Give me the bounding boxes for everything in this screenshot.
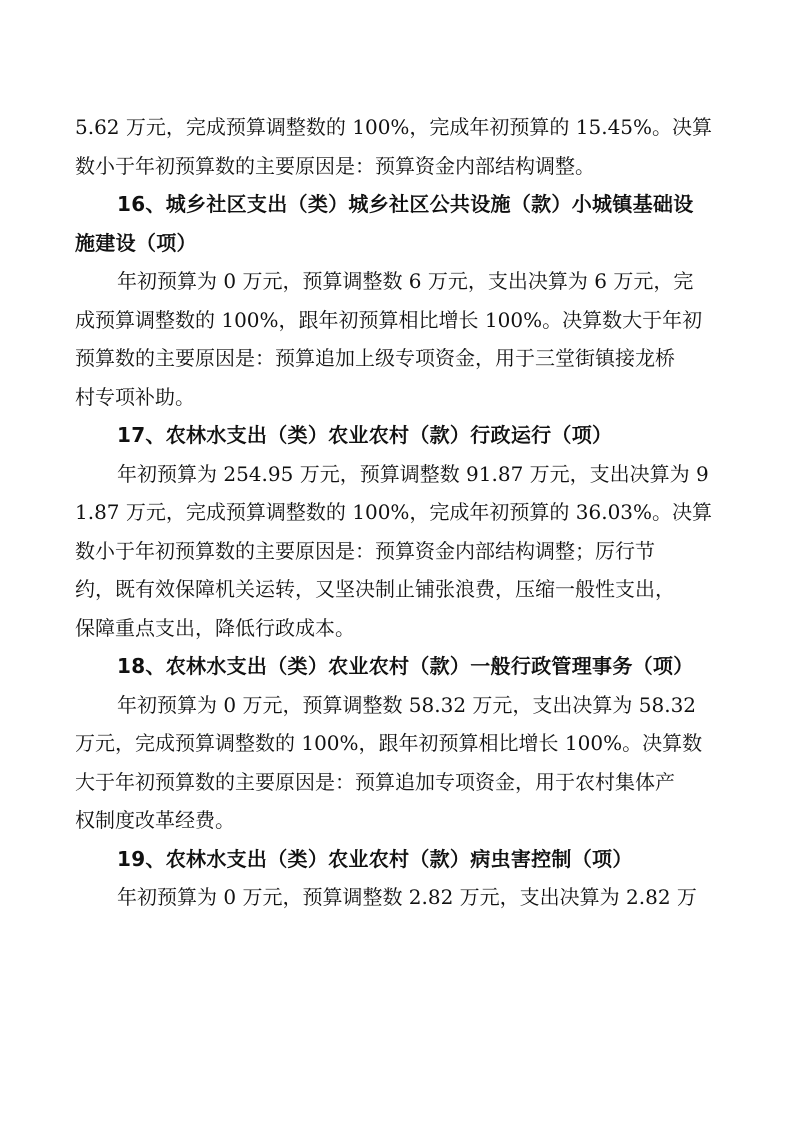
section-heading-16 bbox=[75, 185, 723, 262]
text-line: 预算数的主要原因是：预算追加上级专项资金，用于三堂街镇接龙桥 bbox=[75, 346, 675, 370]
heading-line: 施建设（项） bbox=[75, 230, 197, 255]
text-line: 大于年初预算数的主要原因是：预算追加专项资金，用于农村集体产 bbox=[75, 769, 675, 794]
text-line: 成预算调整数的 100%，跟年初预算相比增长 100%。决算数大于年初 bbox=[75, 307, 703, 332]
text-line: 万元，完成预算调整数的 100%，跟年初预算相比增长 100%。决算数 bbox=[75, 731, 703, 755]
text-line: 年初预算为 0 万元，预算调整数 6 万元，支出决算为 6 万元，完 bbox=[117, 269, 694, 293]
text-line: 数小于年初预算数的主要原因是：预算资金内部结构调整。 bbox=[75, 153, 595, 178]
text-line: 保障重点支出，降低行政成本。 bbox=[75, 615, 355, 640]
text-line: 约，既有效保障机关运转，又坚决制止铺张浪费，压缩一般性支出， bbox=[75, 577, 675, 601]
section-heading-18 bbox=[75, 647, 723, 686]
heading-line: 16、城乡社区支出（类）城乡社区公共设施（款）小城镇基础设 bbox=[117, 192, 694, 216]
text-line: 年初预算为 254.95 万元，预算调整数 91.87 万元，支出决算为 9 bbox=[117, 461, 709, 486]
text-line: 村专项补助。 bbox=[75, 384, 195, 409]
paragraph-18 bbox=[75, 686, 723, 840]
text-line: 数小于年初预算数的主要原因是：预算资金内部结构调整；厉行节 bbox=[75, 538, 655, 563]
text-line: 权制度改革经费。 bbox=[75, 808, 235, 832]
section-heading-17 bbox=[75, 416, 723, 455]
section-heading-19 bbox=[75, 840, 723, 879]
text-line: 年初预算为 0 万元，预算调整数 58.32 万元，支出决算为 58.32 bbox=[117, 692, 697, 717]
paragraph-19 bbox=[75, 878, 723, 917]
text-line: 1.87 万元，完成预算调整数的 100%，完成年初预算的 36.03%。决算 bbox=[75, 500, 713, 524]
paragraph-17 bbox=[75, 455, 723, 648]
text-line: 5.62 万元，完成预算调整数的 100%，完成年初预算的 15.45%。决算 bbox=[75, 115, 713, 139]
text-line: 年初预算为 0 万元，预算调整数 2.82 万元，支出决算为 2.82 万 bbox=[117, 885, 697, 909]
paragraph-continuation bbox=[75, 108, 723, 185]
paragraph-16 bbox=[75, 262, 723, 416]
heading-line: 18、农林水支出（类）农业农村（款）一般行政管理事务（项） bbox=[117, 654, 694, 678]
heading-line: 19、农林水支出（类）农业农村（款）病虫害控制（项） bbox=[117, 846, 633, 871]
heading-line: 17、农林水支出（类）农业农村（款）行政运行（项） bbox=[117, 423, 613, 447]
